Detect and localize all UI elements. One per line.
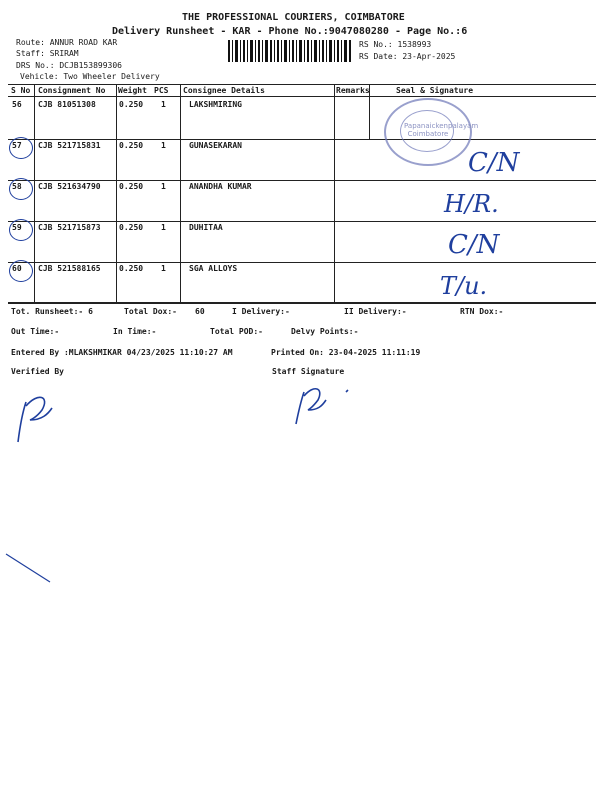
- staff-signature-label: Staff Signature: [272, 367, 345, 376]
- row-sno: 59: [12, 223, 22, 232]
- row-weight: 0.250: [119, 141, 144, 150]
- delvy-points: Delvy Points:-: [291, 327, 359, 336]
- rs-date: RS Date: 23-Apr-2025: [359, 52, 456, 61]
- handwritten-circle: [9, 137, 33, 159]
- row-weight: 0.250: [119, 223, 144, 232]
- row-consignee: LAKSHMIRING: [189, 100, 242, 109]
- row-consignee: GUNASEKARAN: [189, 141, 242, 150]
- row-weight: 0.250: [119, 182, 144, 191]
- route: Route: ANNUR ROAD KAR: [16, 38, 118, 47]
- handwritten-remark: C/N: [468, 148, 520, 178]
- total-runsheet: Tot. Runsheet:- 6: [11, 307, 93, 316]
- vehicle: Vehicle: Two Wheeler Delivery: [20, 72, 160, 81]
- col-weight: Weight: [118, 86, 147, 95]
- col-sno: S No: [11, 86, 31, 95]
- row-sno: 60: [12, 264, 22, 273]
- barcode: [228, 40, 352, 62]
- row-pcs: 1: [161, 223, 166, 232]
- handwritten-remark: T/u.: [440, 272, 488, 300]
- in-time: In Time:-: [113, 327, 157, 336]
- total-dox-value: 60: [195, 307, 205, 316]
- handwritten-circle: [9, 260, 33, 282]
- row-consignment: CJB 81051308: [38, 100, 96, 109]
- company-seal-stamp: [384, 98, 479, 166]
- staff-signature: [292, 380, 356, 430]
- col-consignment: Consignment No: [38, 86, 106, 95]
- row-consignee: SGA ALLOYS: [189, 264, 238, 273]
- row-consignment: CJB 521715873: [38, 223, 101, 232]
- handwritten-circle: [9, 219, 33, 241]
- row-consignment: CJB 521588165: [38, 264, 101, 273]
- stamp-text: Papanaickenpalayam Coimbatore: [404, 122, 479, 138]
- row-consignment: CJB 521634790: [38, 182, 101, 191]
- row-weight: 0.250: [119, 264, 144, 273]
- stray-pen-mark: [4, 552, 52, 584]
- total-pod: Total POD:-: [210, 327, 263, 336]
- i-delivery: I Delivery:-: [232, 307, 290, 316]
- handwritten-circle: [9, 178, 33, 200]
- row-sno: 58: [12, 182, 22, 191]
- handwritten-remark: H/R.: [444, 190, 499, 218]
- row-pcs: 1: [161, 264, 166, 273]
- row-pcs: 1: [161, 141, 166, 150]
- row-pcs: 1: [161, 182, 166, 191]
- row-consignment: CJB 521715831: [38, 141, 101, 150]
- row-pcs: 1: [161, 100, 166, 109]
- staff: Staff: SRIRAM: [16, 49, 79, 58]
- printed-on: Printed On: 23-04-2025 11:11:19: [271, 348, 421, 357]
- total-dox-label: Total Dox:-: [124, 307, 177, 316]
- row-weight: 0.250: [119, 100, 144, 109]
- runsheet-subtitle: Delivery Runsheet - KAR - Phone No.:9047080280 - Page No.:6: [112, 26, 468, 37]
- col-consignee: Consignee Details: [183, 86, 265, 95]
- ii-delivery: II Delivery:-: [344, 307, 407, 316]
- entered-by: Entered By :MLAKSHMIKAR 04/23/2025 11:10:27 AM: [11, 348, 233, 357]
- row-sno: 57: [12, 141, 22, 150]
- row-sno: 56: [12, 100, 22, 109]
- company-title: THE PROFESSIONAL COURIERS, COIMBATORE: [182, 12, 405, 23]
- col-seal-signature: Seal & Signature: [396, 86, 474, 95]
- col-pcs: PCS: [154, 86, 169, 95]
- rtn-dox: RTN Dox:-: [460, 307, 504, 316]
- handwritten-remark: C/N: [448, 230, 500, 260]
- row-consignee: DUHITAA: [189, 223, 223, 232]
- verifier-signature: [12, 384, 62, 446]
- verified-by-label: Verified By: [11, 367, 64, 376]
- row-consignee: ANANDHA KUMAR: [189, 182, 252, 191]
- col-remarks: Remarks: [336, 86, 370, 95]
- drs-number: DRS No.: DCJB153899306: [16, 61, 122, 70]
- out-time: Out Time:-: [11, 327, 60, 336]
- rs-number: RS No.: 1538993: [359, 40, 432, 49]
